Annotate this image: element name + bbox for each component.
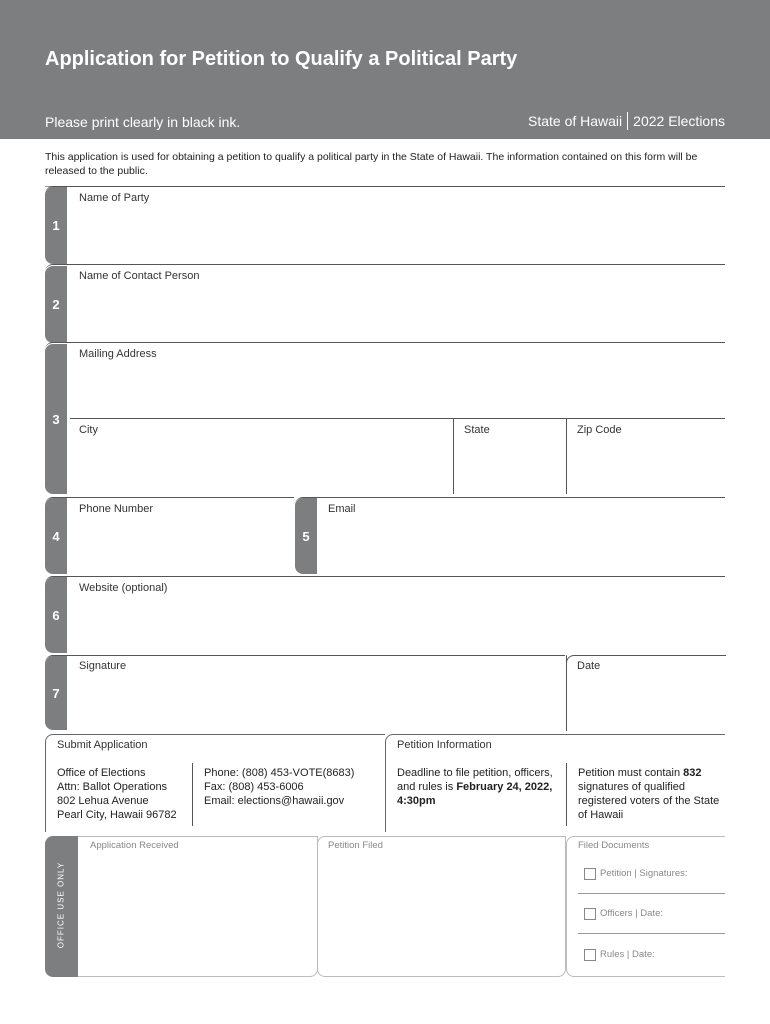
intro-text: This application is used for obtaining a petition to qualify a political party in the State of Hawaii. The information contained on this form will be released to the public.: [45, 151, 698, 177]
office-contact: [204, 766, 354, 808]
section-number-6: 6: [45, 577, 67, 653]
filed-documents-label: Filed Documents: [578, 840, 650, 851]
zip-field[interactable]: [568, 420, 725, 492]
section-number-5: 5: [295, 498, 317, 574]
header-banner: [0, 0, 770, 139]
state-zip-divider: [566, 418, 567, 494]
petition-filed-label: Petition Filed: [328, 840, 383, 851]
mailing-address-label: Mailing Address: [79, 348, 157, 360]
page-title: Application for Petition to Qualify a Political Party: [45, 48, 518, 70]
city-field[interactable]: [70, 420, 452, 492]
petition-info-heading: Petition Information: [397, 739, 492, 751]
sig-pre: Petition must contain: [578, 767, 684, 779]
contact-line: Email: elections@hawaii.gov: [204, 795, 345, 807]
rules-check-label: Rules | Date:: [600, 949, 655, 960]
officers-checkbox[interactable]: [584, 908, 596, 920]
application-received-box: [78, 836, 318, 977]
state-label: State: [464, 424, 490, 436]
zip-label: Zip Code: [577, 424, 622, 436]
website-label: Website (optional): [79, 582, 168, 594]
checkbox-divider: [578, 893, 725, 894]
state-field[interactable]: [455, 420, 565, 492]
application-received-label: Application Received: [90, 840, 179, 851]
petition-check-label: Petition | Signatures:: [600, 868, 688, 879]
address-divider: [70, 418, 725, 419]
contact-line: Phone: (808) 453-VOTE(8683): [204, 767, 355, 779]
submit-heading: Submit Application: [57, 739, 148, 751]
section-number-3: 3: [45, 344, 67, 494]
deadline-text: [397, 766, 559, 808]
city-state-divider: [453, 418, 454, 494]
email-field[interactable]: [295, 497, 725, 574]
rules-checkbox[interactable]: [584, 949, 596, 961]
office-line: 802 Lehua Avenue: [57, 795, 149, 807]
officers-check-label: Officers | Date:: [600, 908, 664, 919]
office-line: Office of Elections: [57, 767, 146, 779]
submit-divider: [192, 763, 193, 826]
city-label: City: [79, 424, 98, 436]
state-name: State of Hawaii: [527, 113, 623, 129]
petition-filed-box: [317, 836, 566, 977]
sig-count: 832: [683, 767, 702, 779]
office-use-label: OFFICE USE ONLY: [56, 861, 66, 949]
office-address: [57, 766, 177, 822]
signature-requirement: [578, 766, 728, 822]
instructions: Please print clearly in black ink.: [45, 114, 241, 130]
section-number-2: 2: [45, 266, 67, 343]
section-number-1: 1: [45, 187, 67, 264]
signature-label: Signature: [79, 660, 127, 672]
sig-post: signatures of qualified registered voters of the State of Hawaii: [578, 781, 720, 821]
section-number-4: 4: [45, 498, 67, 574]
deadline-pre: Deadline to file petition, officers, and rules is: [397, 767, 553, 793]
deadline-date: February 24, 2022, 4:30pm: [397, 781, 553, 807]
checkbox-divider: [578, 933, 725, 934]
state-year-label: [528, 112, 725, 130]
petition-divider: [566, 763, 567, 826]
party-name-label: Name of Party: [79, 192, 150, 204]
office-line: Pearl City, Hawaii 96782: [57, 809, 177, 821]
election-year: 2022 Elections: [633, 113, 725, 129]
phone-label: Phone Number: [79, 503, 153, 515]
petition-checkbox[interactable]: [584, 868, 596, 880]
office-line: Attn: Ballot Operations: [57, 781, 168, 793]
email-label: Email: [328, 503, 356, 515]
section-number-7: 7: [45, 656, 67, 730]
date-label: Date: [577, 660, 601, 672]
contact-person-label: Name of Contact Person: [79, 270, 200, 282]
contact-line: Fax: (808) 453-6006: [204, 781, 304, 793]
